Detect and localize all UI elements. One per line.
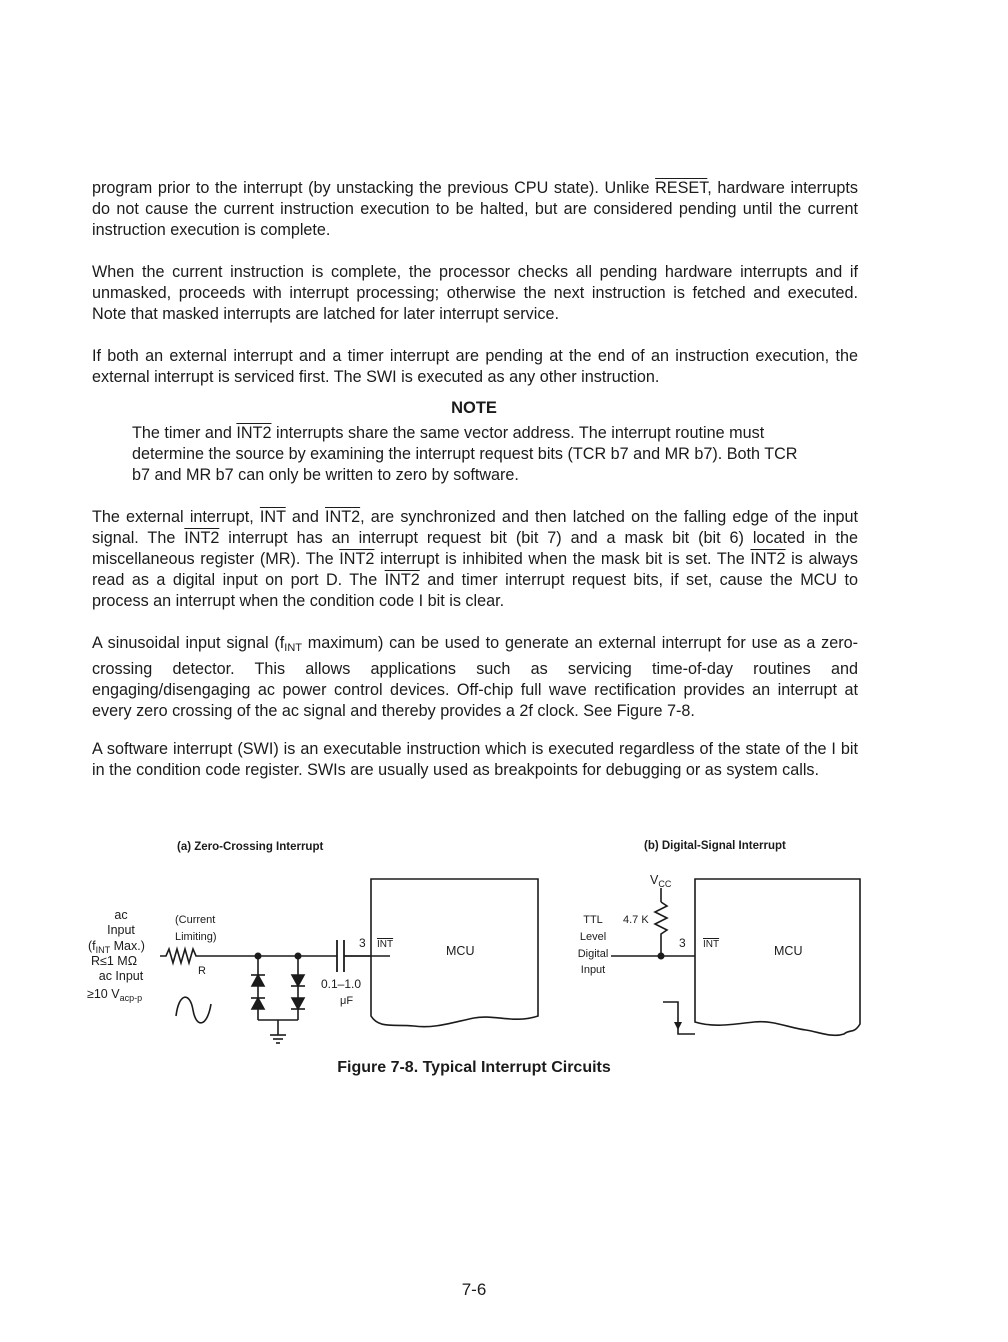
note-text: interrupts share the same vector address. The interrupt routine must determine the source by examining the interrupt request bits (TCR b7 and MR b7). Both TCR b7 and MR b7 can only be written to zero by software. <box>132 424 798 484</box>
figure-caption: Figure 7-8. Typical Interrupt Circuits <box>337 1059 611 1076</box>
page-number: 7-6 <box>461 1280 487 1299</box>
ground-symbol <box>270 1035 286 1043</box>
interrupt-circuits-figure <box>84 834 874 1054</box>
int2-signal: INT2 <box>750 550 786 568</box>
int2-signal: INT2 <box>384 571 420 589</box>
pull-up-resistor <box>655 902 667 956</box>
paragraph-text: and timer interrupt request bits, if set, cause the MCU to process an interrupt when the condition code I bit is clear. <box>92 571 859 610</box>
falling-edge-symbol <box>663 1002 695 1034</box>
digital-signal-circuit <box>578 840 860 1035</box>
capacitor <box>337 940 371 972</box>
label-4-7k: 4.7 K <box>623 914 649 926</box>
int-signal: $\overline{INT}$ <box>259 508 286 526</box>
zero-crossing-circuit <box>87 841 538 1043</box>
pin-int: INT <box>377 939 394 950</box>
mcu-label: MCU <box>446 944 475 958</box>
paragraph-software-interrupt: A software interrupt (SWI) is an executable instruction which is executed regardless of the state of the I bit in the condition code register. SWIs are usually used as breakpoints for debugging or as system calls. <box>92 740 858 779</box>
paragraph-text: maximum) can be used to generate an external interrupt for use as a zero-crossing detector. This allows applications such as servicing time-of-day routines and engaging/disengaging ac power control devices. Off-chip full wave rectification provides an interrupt at every zero crossing of the ac signal and thereby provides a 2f clock. See Figure 7-8. <box>92 634 859 720</box>
note-body <box>132 423 818 486</box>
paragraph-text: and <box>285 508 326 526</box>
ac-input-labels <box>87 908 145 1003</box>
ttl-input-labels <box>578 914 609 976</box>
label-ttl: TTL <box>583 914 603 926</box>
paragraph-priority: If both an external interrupt and a timer interrupt are pending at the end of an instruction execution, the external interrupt is serviced first. The SWI is executed as any other instruction. <box>92 347 858 386</box>
junction-dot <box>658 953 665 960</box>
paragraph-sinusoidal <box>92 633 858 722</box>
paragraph-text: The external interrupt, <box>92 508 260 526</box>
note-text: The timer and <box>132 424 237 442</box>
edge-arrow <box>674 1022 682 1030</box>
label-r: R <box>198 965 206 977</box>
label-voltage: ≥10 $V_{acp-p}$ <box>87 987 143 1003</box>
paragraph-text: interrupt is inhibited when the mask bit is set. The <box>374 550 751 568</box>
paragraph-external-interrupt <box>92 507 858 612</box>
int2-signal: INT2 <box>236 424 272 442</box>
figure-b-title: (b) Digital-Signal Interrupt <box>644 840 786 852</box>
int2-signal: INT2 <box>339 550 375 568</box>
mcu-label: MCU <box>774 944 803 958</box>
label-resistance-limit: R≤1 MΩ <box>91 954 138 968</box>
reset-signal: RESET <box>655 179 708 197</box>
label-input: Input <box>580 964 606 976</box>
label-vcc: $V_{CC}$ <box>650 873 672 889</box>
figure-a-title: (a) Zero-Crossing Interrupt <box>177 841 324 853</box>
label-level: Level <box>579 931 607 943</box>
pin-int: INT <box>703 939 720 950</box>
subscript-int: INT <box>284 642 303 654</box>
paragraph-instruction-complete: When the current instruction is complete, the processor checks all pending hardware interrupts and if unmasked, proceeds with interrupt processing; otherwise the next instruction is fetched and executed. Note that masked interrupts are latched for later interrupt service. <box>92 263 858 323</box>
paragraph-text: A sinusoidal input signal (f <box>92 634 285 652</box>
note-heading: NOTE <box>451 399 497 417</box>
label-input: Input <box>107 923 135 937</box>
current-limiting-resistor <box>160 949 258 963</box>
label-ac-input: ac Input <box>98 969 144 983</box>
int2-signal: INT2 <box>325 508 361 526</box>
paragraph-text: program prior to the interrupt (by unstacking the previous CPU state). Unlike <box>92 179 656 197</box>
paragraph-text: is always read as a digital input on port D. The <box>92 550 858 589</box>
paragraph-text: , hardware interrupts do not cause the current instruction execution to be halted, but are considered pending until the current instruction execution is complete. <box>92 179 858 239</box>
paragraph-unstacking <box>92 178 858 241</box>
label-current: (Current <box>175 914 216 926</box>
paragraph-text: , are synchronized and then latched on the falling edge of the input signal. The <box>92 508 858 547</box>
label-capacitance: 0.1–1.0 <box>321 977 362 991</box>
label-ac: ac <box>114 908 128 922</box>
pin-number: 3 <box>359 936 366 950</box>
label-fint-max: ($f_{INT}$ Max.) <box>88 939 145 955</box>
pin-number: 3 <box>679 936 686 950</box>
diode-bridge <box>251 956 305 1035</box>
paragraph-text: interrupt has an interrupt request bit (bit 7) and a mask bit (bit 6) located in the miscellaneous register (MR). The <box>92 529 858 568</box>
ac-source-symbol <box>176 997 211 1023</box>
label-digital: Digital <box>577 948 609 960</box>
int2-signal: INT2 <box>184 529 220 547</box>
label-limiting: Limiting) <box>175 931 217 943</box>
label-microfarad: μF <box>340 995 354 1007</box>
